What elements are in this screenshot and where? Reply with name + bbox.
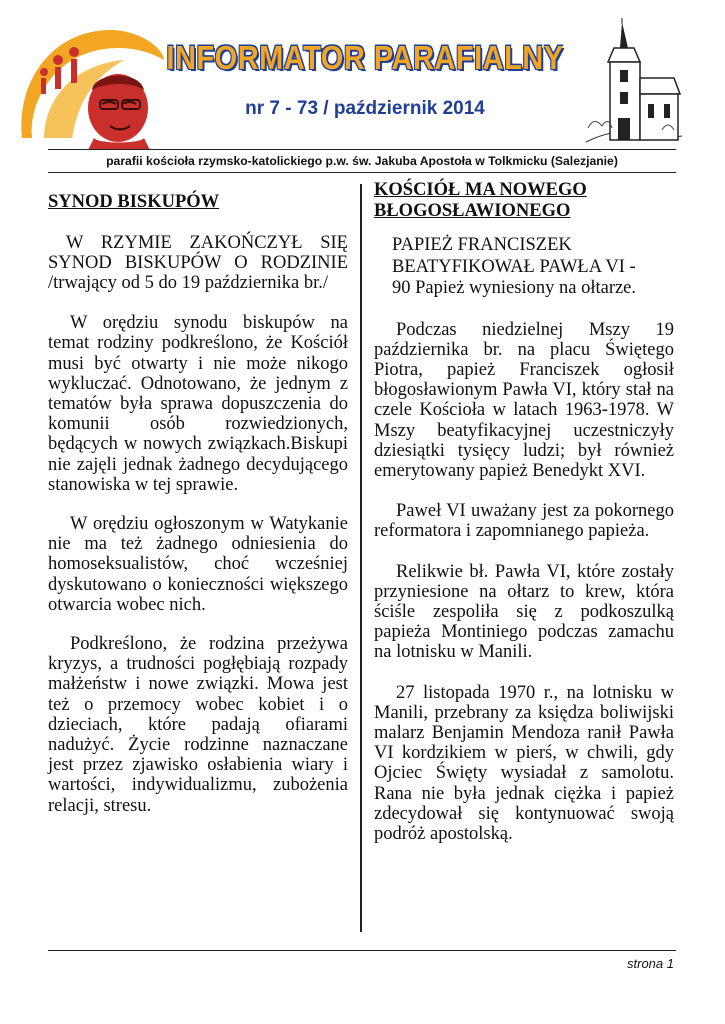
article-lead-line: BEATYFIKOWAŁ PAWŁA VI - [392,256,636,277]
issue-number: nr 7 - 73 / październik 2014 [245,98,485,119]
article-lead-line: 90 Papież wyniesiony na ołtarze. [392,278,637,298]
column-divider [360,184,362,932]
article-heading: KOŚCIÓŁ MA NOWEGO BŁOGOSŁAWIONEGO [374,180,587,221]
article-paragraph: Podkreślono, że rodzina przeżywa kryzys, a trudności pogłębiają rozpady małżeństw i nowe związki. Mowa jest też o przemocy wobec kobiet i o dzieciach, które padają ofiarami nadużyć. Życie rodzinne naznaczane jest przez zjawisko osłabienia wiary i wartości, indywidualizmu, zubożenia relacji, stresu. [48,633,348,816]
page-number: strona 1 [627,956,674,971]
article-paragraph: Podczas niedzielnej Mszy 19 października br. na placu Świętego Piotra, papież Franciszek ogłosił błogosławionym Pawła VI, który stał na czele Kościoła w latach 1963-1978. W Mszy beatyfikacyjnej uczestniczyły dziesiątki tysięcy ludzi; był również emerytowany papież Benedykt XVI. [374,319,674,481]
masthead [0,0,725,150]
article-paragraph: W orędziu ogłoszonym w Watykanie nie ma też żadnego odniesienia do homoseksualistów, choć wcześniej dyskutowano o konieczności większego otwarcia wobec nich. [48,513,348,615]
article-lead-line: PAPIEŻ FRANCISZEK [392,235,572,255]
footer-rule [48,950,676,951]
header-bottom-rule [48,172,676,173]
right-article [374,180,674,864]
article-lead: W RZYMIE ZAKOŃCZYŁ SIĘ SYNOD BISKUPÓW O RODZINIE /trwający od 5 do 19 października br./ [48,232,348,293]
parish-name: parafii kościoła rzymsko-katolickiego p.w. św. Jakuba Apostoła w Tolkmicku (Salezjanie) [106,154,618,168]
article-paragraph: Paweł VI uważany jest za pokornego reformatora i zapomnianego papieża. [374,501,674,542]
newsletter-title: INFORMATOR PARAFIALNY [166,40,564,77]
article-lead [392,235,674,300]
article-paragraph: Relikwie bł. Pawła VI, które zostały przyniesione na ołtarz to krew, która ściśle zespoliła się z podkoszulką papieża Montiniego podczas zamachu na lotnisku w Manili. [374,561,674,663]
article-paragraph: 27 listopada 1970 r., na lotnisku w Manili, przebrany za księdza boliwijski malarz Benjamin Mendoza ranił Pawła VI kordzikiem w pierś, w chwili, gdy Ojciec Święty wysiadał z samolotu. Rana nie była jednak ciężka i papież zdecydował się kontynuować swoją podróż apostolską. [374,682,674,844]
article-paragraph: W orędziu synodu biskupów na temat rodziny podkreślono, że Kościół musi być otwarty i nie może nikogo wykluczać. Odnotowano, że jednym z tematów była sprawa dopuszczenia do komunii osób rozwiedzionych, będących w nowych związkach.Biskupi nie zajęli jednak żadnego decydującego stanowiska w tej sprawie. [48,313,348,495]
article-heading: SYNOD BISKUPÓW [48,192,220,212]
header-top-rule [48,149,676,150]
left-article [48,190,348,835]
church-tower-icon [584,18,684,146]
